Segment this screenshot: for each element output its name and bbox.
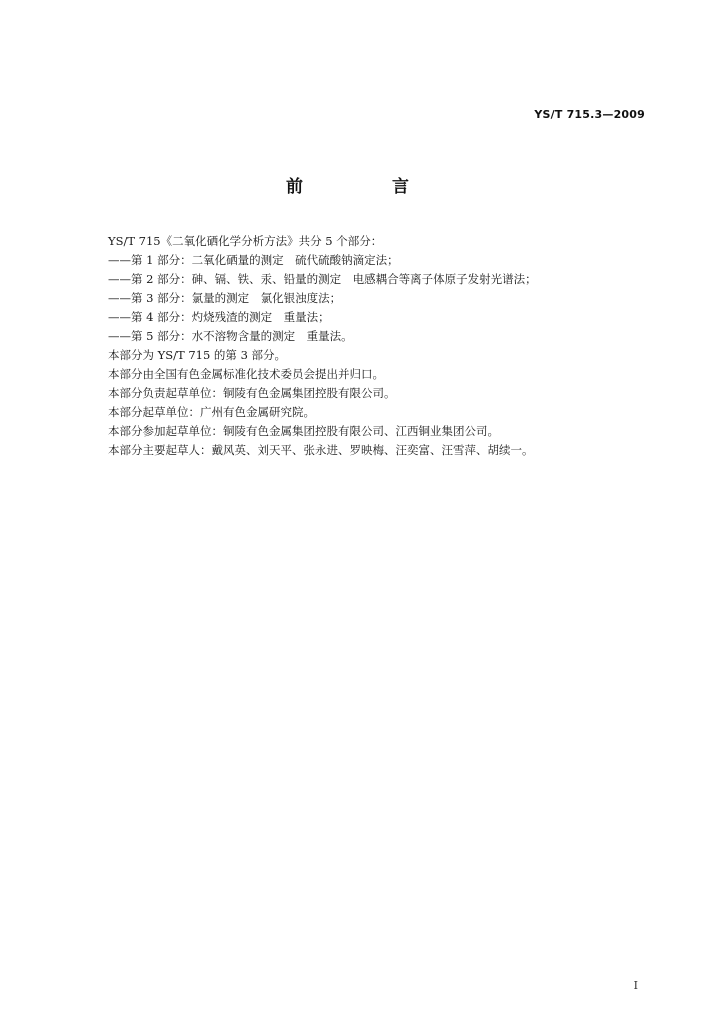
intro-line: YS/T 715《二氧化硒化学分析方法》共分 5 个部分： <box>108 234 383 248</box>
participating-units-line: 本部分参加起草单位：铜陵有色金属集团控股有限公司、江西铜业集团公司。 <box>108 424 499 438</box>
part-1-line: ——第 1 部分：二氧化硒量的测定 硫代硫酸钠滴定法； <box>108 253 399 267</box>
page-number: I <box>633 979 638 992</box>
foreword-body <box>108 232 628 460</box>
proposed-by-line: 本部分由全国有色金属标准化技术委员会提出并归口。 <box>108 367 384 381</box>
main-drafters-line: 本部分主要起草人：戴风英、刘天平、张永进、罗映梅、汪奕富、汪雪萍、胡续一。 <box>108 443 534 457</box>
part-2-line: ——第 2 部分：砷、镉、铁、汞、铅量的测定 电感耦合等离子体原子发射光谱法； <box>108 272 537 286</box>
part-3-line: ——第 3 部分：氯量的测定 氯化银浊度法； <box>108 291 342 305</box>
standard-code: YS/T 715.3—2009 <box>534 108 645 121</box>
this-part-line: 本部分为 YS/T 715 的第 3 部分。 <box>108 348 287 362</box>
part-4-line: ——第 4 部分：灼烧残渣的测定 重量法； <box>108 310 330 324</box>
part-5-line: ——第 5 部分：水不溶物含量的测定 重量法。 <box>108 329 353 343</box>
drafting-unit-line: 本部分起草单位：广州有色金属研究院。 <box>108 405 315 419</box>
foreword-title: 前 言 <box>286 177 445 197</box>
responsible-drafter-line: 本部分负责起草单位：铜陵有色金属集团控股有限公司。 <box>108 386 396 400</box>
